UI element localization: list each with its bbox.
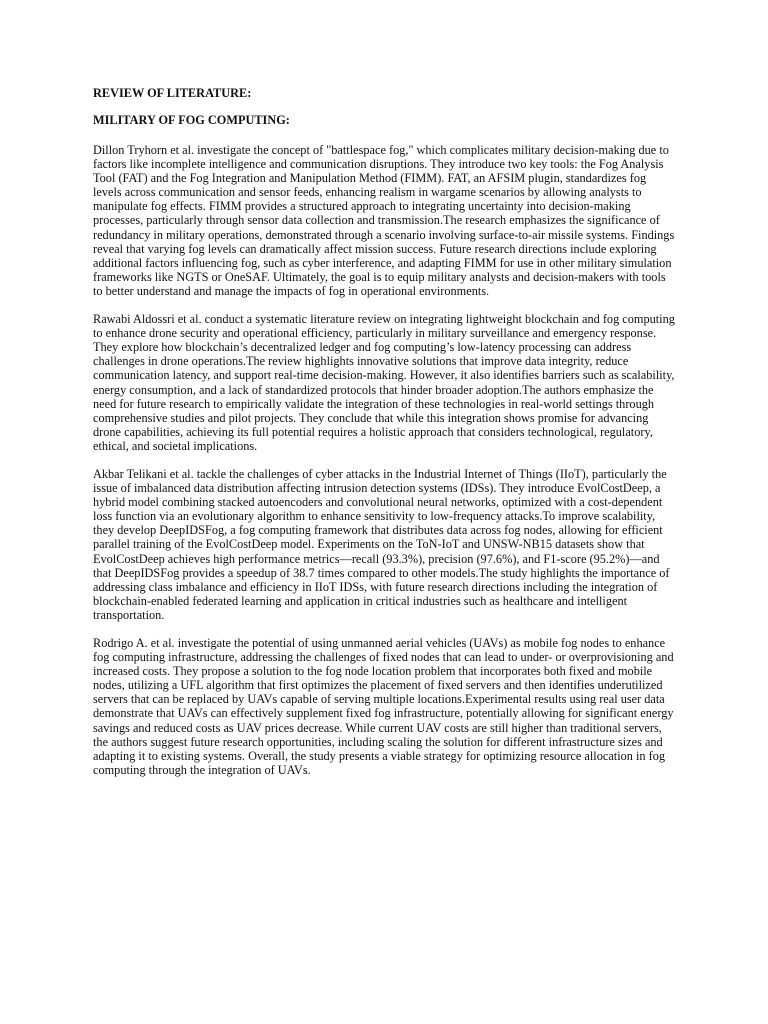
- subsection-heading: MILITARY OF FOG COMPUTING:: [93, 113, 290, 127]
- paragraph-tryhorn: Dillon Tryhorn et al. investigate the concept of "battlespace fog," which complicates military decision-making due to factors like incomplete intelligence and communication disruptions. They introduce two key tools: the Fog Analysis Tool (FAT) and the Fog Integration and Manipulation Method (FIMM). FAT, an AFSIM plugin, standardizes fog levels across communication and sensor feeds, enhancing realism in wargame scenarios by allowing analysts to manipulate fog effects. FIMM provides a structured approach to integrating uncertainty into decision-making processes, particularly through sensor data collection and transmission.The research emphasizes the significance of redundancy in military operations, demonstrated through a scenario involving surface-to-air missile systems. Findings reveal that varying fog levels can dramatically affect mission success. Future research directions include exploring additional factors influencing fog, such as cyber interference, and adapting FIMM for use in other military simulation frameworks like NGTS or OneSAF. Ultimately, the goal is to equip military analysts and decision-makers with tools to better understand and manage the impacts of fog in operational environments.: [93, 143, 675, 298]
- paragraph-rodrigo: Rodrigo A. et al. investigate the potential of using unmanned aerial vehicles (UAVs) as mobile fog nodes to enhance fog computing infrastructure, addressing the challenges of fixed nodes that can lead to under- or overprovisioning and increased costs. They propose a solution to the fog node location problem that incorporates both fixed and mobile nodes, utilizing a UFL algorithm that first optimizes the placement of fixed servers and then identifies underutilized servers that can be replaced by UAVs capable of serving multiple locations.Experimental results using real user data demonstrate that UAVs can effectively supplement fixed fog infrastructure, potentially allowing for significant energy savings and reduced costs as UAV prices decrease. While current UAV costs are still higher than traditional servers, the authors suggest future research opportunities, including scaling the solution for different infrastructure sizes and adapting it to existing systems. Overall, the study presents a viable strategy for optimizing resource allocation in fog computing through the integration of UAVs.: [93, 636, 674, 777]
- document-body: [93, 86, 677, 791]
- paragraph-aldossri: Rawabi Aldossri et al. conduct a systematic literature review on integrating lightweight blockchain and fog computing to enhance drone security and operational efficiency, particularly in military surveillance and emergency response. They explore how blockchain’s decentralized ledger and fog computing’s low-latency processing can address challenges in drone operations.The review highlights innovative solutions that improve data integrity, reduce communication latency, and support real-time decision-making. However, it also identifies barriers such as scalability, energy consumption, and a lack of standardized protocols that hinder broader adoption.The authors emphasize the need for future research to empirically validate the integration of these technologies in real-world settings through comprehensive studies and pilot projects. They conclude that while this integration shows promise for advancing drone capabilities, achieving its full potential requires a holistic approach that considers technological, regulatory, ethical, and societal implications.: [93, 312, 675, 453]
- section-heading: REVIEW OF LITERATURE:: [93, 86, 252, 100]
- paragraph-telikani: Akbar Telikani et al. tackle the challenges of cyber attacks in the Industrial Internet of Things (IIoT), particularly the issue of imbalanced data distribution affecting intrusion detection systems (IDSs). They introduce EvolCostDeep, a hybrid model combining stacked autoencoders and convolutional neural networks, optimized with a cost-dependent loss function via an evolutionary algorithm to enhance sensitivity to low-frequency attacks.To improve scalability, they develop DeepIDSFog, a fog computing framework that distributes data across fog nodes, allowing for efficient parallel training of the EvolCostDeep model. Experiments on the ToN-IoT and UNSW-NB15 datasets show that EvolCostDeep achieves high performance metrics—recall (93.3%), precision (97.6%), and F1-score (95.2%)—and that DeepIDSFog provides a speedup of 38.7 times compared to other models.The study highlights the importance of addressing class imbalance and efficiency in IIoT IDSs, with future research directions including the integration of blockchain-enabled federated learning and application in critical industries such as healthcare and intelligent transportation.: [93, 466, 670, 622]
